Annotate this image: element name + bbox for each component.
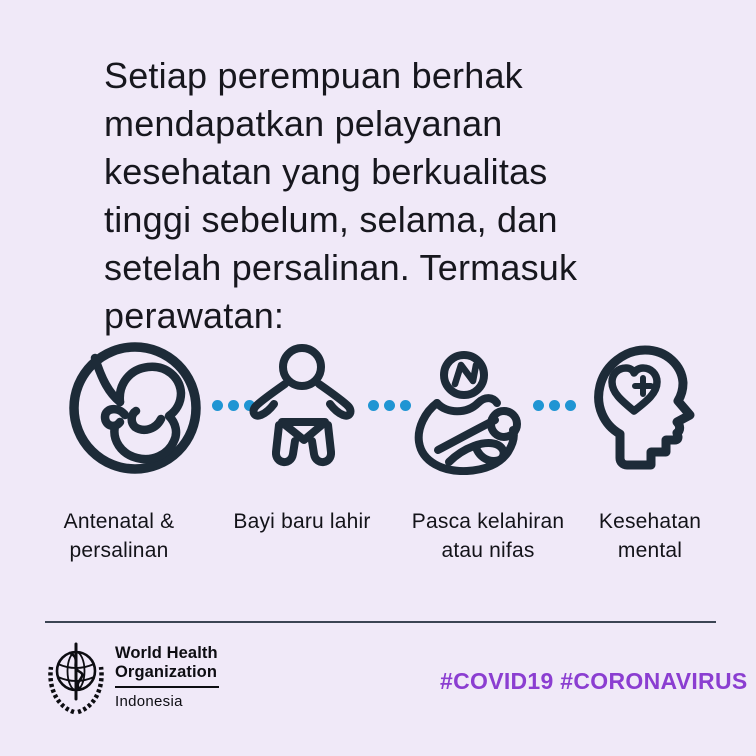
who-org-line: Organization	[115, 663, 218, 681]
dot	[533, 400, 544, 411]
headline-line: setelah persalinan. Termasuk	[104, 247, 578, 288]
headline-line: perawatan:	[104, 295, 285, 336]
who-emblem-icon	[46, 639, 106, 720]
step-label-line: atau nifas	[441, 539, 535, 562]
mother-holding-newborn-icon	[405, 340, 530, 475]
who-org-name	[115, 644, 219, 682]
headline	[104, 52, 684, 340]
step-label-line: persalinan	[69, 539, 169, 562]
hashtags: #COVID19 #CORONAVIRUS	[440, 668, 748, 694]
logo-rule	[115, 686, 219, 688]
fetus-in-womb-icon	[64, 336, 209, 481]
step-label-postpartum	[412, 507, 564, 565]
step-label-line: Antenatal &	[63, 510, 175, 533]
footer-divider	[45, 621, 716, 623]
newborn-baby-icon	[245, 340, 365, 475]
dot	[368, 400, 379, 411]
dot	[228, 400, 239, 411]
headline-line: tinggi sebelum, selama, dan	[104, 199, 558, 240]
headline-line: mendapatkan pelayanan	[104, 103, 503, 144]
step-label-mental-health	[599, 507, 701, 565]
headline-line: Setiap perempuan berhak	[104, 55, 523, 96]
step-label-newborn	[233, 507, 370, 536]
headline-line: kesehatan yang berkualitas	[104, 151, 548, 192]
dot	[384, 400, 395, 411]
connector-dots	[533, 400, 576, 411]
dot	[549, 400, 560, 411]
dot	[212, 400, 223, 411]
head-with-heart-plus-icon	[585, 338, 720, 478]
step-label-line: Bayi baru lahir	[233, 510, 371, 533]
step-label-line: Pasca kelahiran	[411, 510, 565, 533]
who-logo-text	[115, 639, 219, 710]
who-country-office: Indonesia	[115, 693, 183, 710]
step-label-antenatal	[64, 507, 175, 565]
step-label-line: Kesehatan	[598, 510, 702, 533]
who-org-line: World Health	[115, 644, 218, 662]
dot	[565, 400, 576, 411]
step-label-line: mental	[617, 539, 683, 562]
who-logo-lockup	[46, 639, 219, 720]
